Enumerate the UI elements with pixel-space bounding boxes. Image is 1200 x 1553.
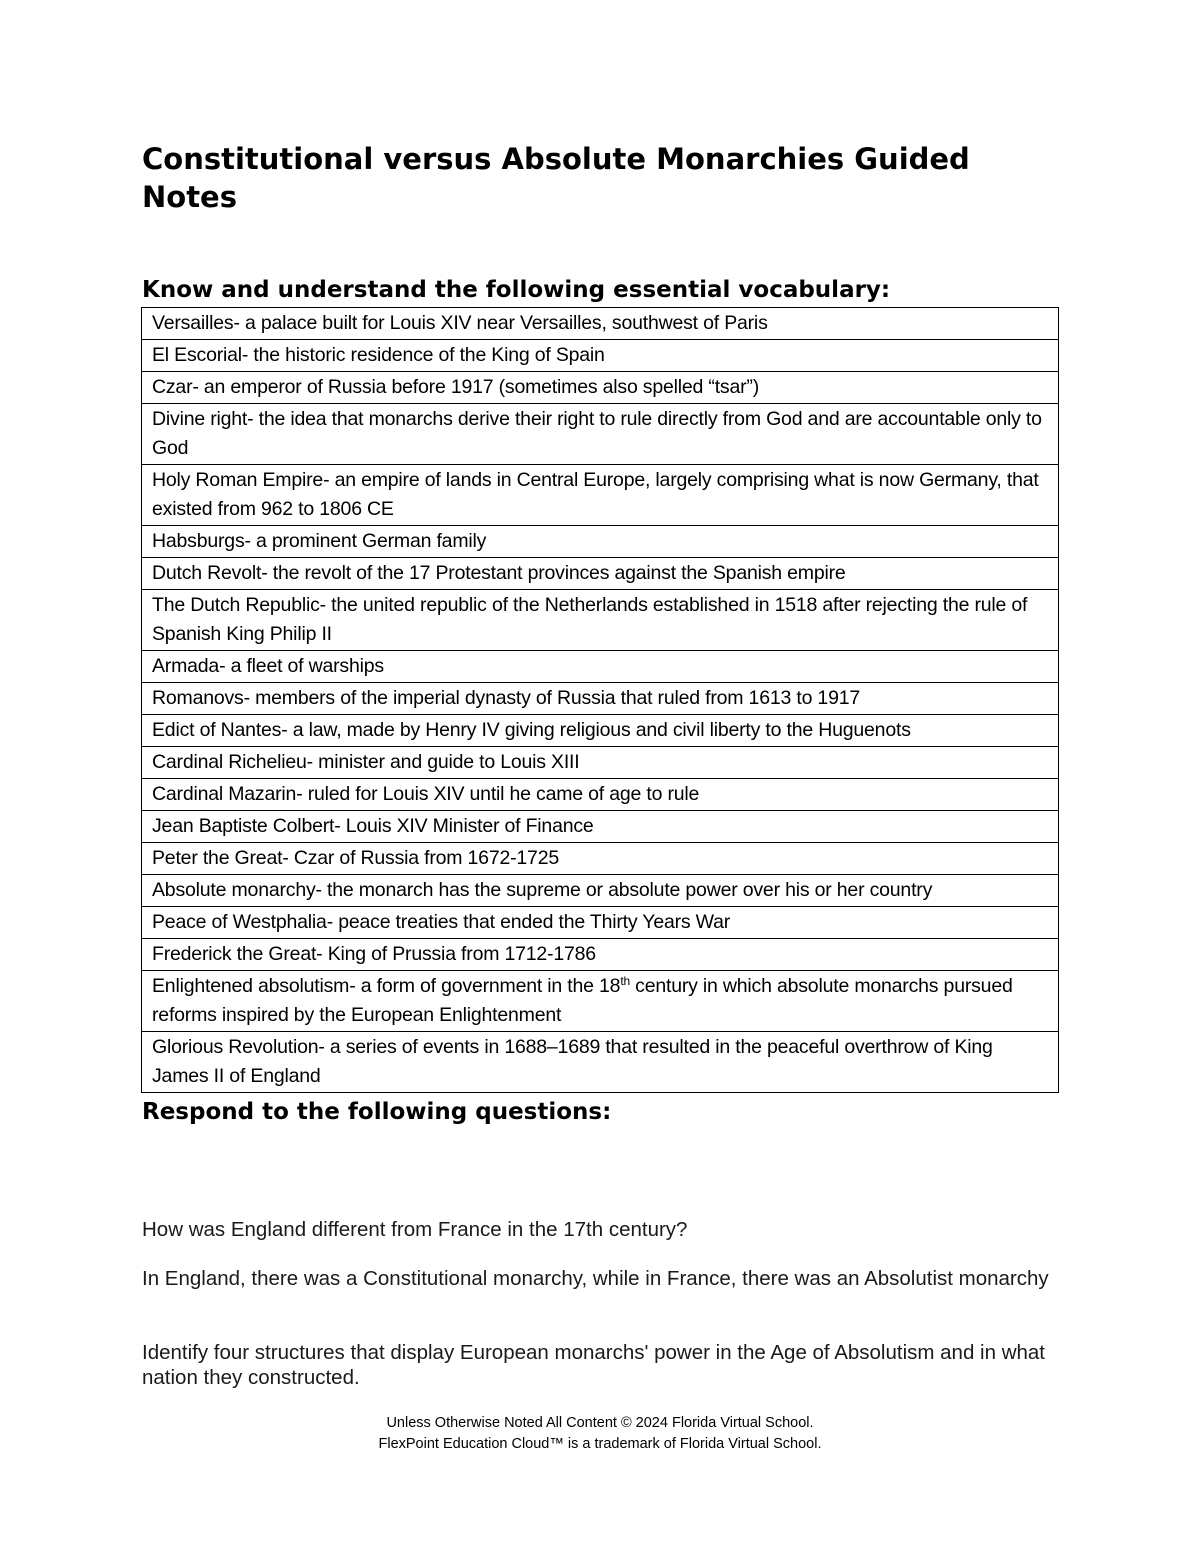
table-row (142, 971, 1059, 1032)
table-row (142, 465, 1059, 526)
table-row (142, 558, 1059, 590)
table-row (142, 651, 1059, 683)
page-title: Constitutional versus Absolute Monarchies Guided Notes (142, 142, 970, 214)
vocab-term-peace-of-westphalia: Peace of Westphalia- peace treaties that ended the Thirty Years War (142, 907, 1059, 939)
vocab-term-peter-the-great: Peter the Great- Czar of Russia from 1672-1725 (142, 843, 1059, 875)
vocab-term-habsburgs: Habsburgs- a prominent German family (142, 526, 1059, 558)
table-row (142, 875, 1059, 907)
table-row (142, 907, 1059, 939)
vocabulary-table (141, 307, 1059, 1093)
footer-copyright: Unless Otherwise Noted All Content © 2024 Florida Virtual School. (386, 1415, 814, 1431)
question-2: Identify four structures that display European monarchs' power in the Age of Absolutism and in what nation they constructed. (142, 1341, 1046, 1389)
table-row (142, 715, 1059, 747)
enlightened-ordinal-suffix: th (620, 974, 630, 988)
vocab-term-romanovs: Romanovs- members of the imperial dynasty of Russia that ruled from 1613 to 1917 (142, 683, 1059, 715)
answer-1: In England, there was a Constitutional monarchy, while in France, there was an Absolutist monarchy (142, 1267, 1049, 1290)
vocab-term-dutch-revolt: Dutch Revolt- the revolt of the 17 Protestant provinces against the Spanish empire (142, 558, 1059, 590)
table-row (142, 843, 1059, 875)
vocab-term-glorious-revolution: Glorious Revolution- a series of events in 1688–1689 that resulted in the peaceful overthrow of King James II of England (142, 1032, 1059, 1093)
vocab-term-dutch-republic: The Dutch Republic- the united republic of the Netherlands established in 1518 after rejecting the rule of Spanish King Philip II (142, 590, 1059, 651)
table-row (142, 340, 1059, 372)
table-row (142, 747, 1059, 779)
table-row (142, 811, 1059, 843)
vocab-term-el-escorial: El Escorial- the historic residence of the King of Spain (142, 340, 1059, 372)
vocab-term-cardinal-richelieu: Cardinal Richelieu- minister and guide to Louis XIII (142, 747, 1059, 779)
vocab-term-holy-roman-empire: Holy Roman Empire- an empire of lands in Central Europe, largely comprising what is now Germany, that existed from 962 to 1806 CE (142, 465, 1059, 526)
vocab-term-colbert: Jean Baptiste Colbert- Louis XIV Minister of Finance (142, 811, 1059, 843)
table-row (142, 372, 1059, 404)
vocab-term-armada: Armada- a fleet of warships (142, 651, 1059, 683)
vocab-term-frederick-the-great: Frederick the Great- King of Prussia from 1712-1786 (142, 939, 1059, 971)
table-row (142, 683, 1059, 715)
table-row (142, 590, 1059, 651)
vocab-term-absolute-monarchy: Absolute monarchy- the monarch has the supreme or absolute power over his or her country (142, 875, 1059, 907)
vocab-term-enlightened-absolutism (142, 971, 1059, 1032)
vocab-term-versailles: Versailles- a palace built for Louis XIV near Versailles, southwest of Paris (142, 308, 1059, 340)
footer-trademark: FlexPoint Education Cloud™ is a trademark of Florida Virtual School. (378, 1436, 822, 1452)
questions-heading: Respond to the following questions: (142, 1099, 612, 1125)
vocabulary-heading: Know and understand the following essential vocabulary: (142, 277, 891, 303)
enlightened-text-start: Enlightened absolutism- a form of government in the 18 (152, 975, 621, 997)
vocab-term-czar: Czar- an emperor of Russia before 1917 (sometimes also spelled “tsar”) (142, 372, 1059, 404)
question-1: How was England different from France in the 17th century? (142, 1218, 688, 1241)
table-row (142, 526, 1059, 558)
table-row (142, 779, 1059, 811)
table-row (142, 1032, 1059, 1093)
vocab-term-cardinal-mazarin: Cardinal Mazarin- ruled for Louis XIV until he came of age to rule (142, 779, 1059, 811)
vocab-term-edict-of-nantes: Edict of Nantes- a law, made by Henry IV giving religious and civil liberty to the Huguenots (142, 715, 1059, 747)
table-row (142, 939, 1059, 971)
table-row (142, 404, 1059, 465)
table-row (142, 308, 1059, 340)
enlightened-text-end: century in which absolute monarchs pursued reforms inspired by the European Enlightenment (152, 975, 1013, 1026)
vocab-term-divine-right: Divine right- the idea that monarchs derive their right to rule directly from God and are accountable only to God (142, 404, 1059, 465)
